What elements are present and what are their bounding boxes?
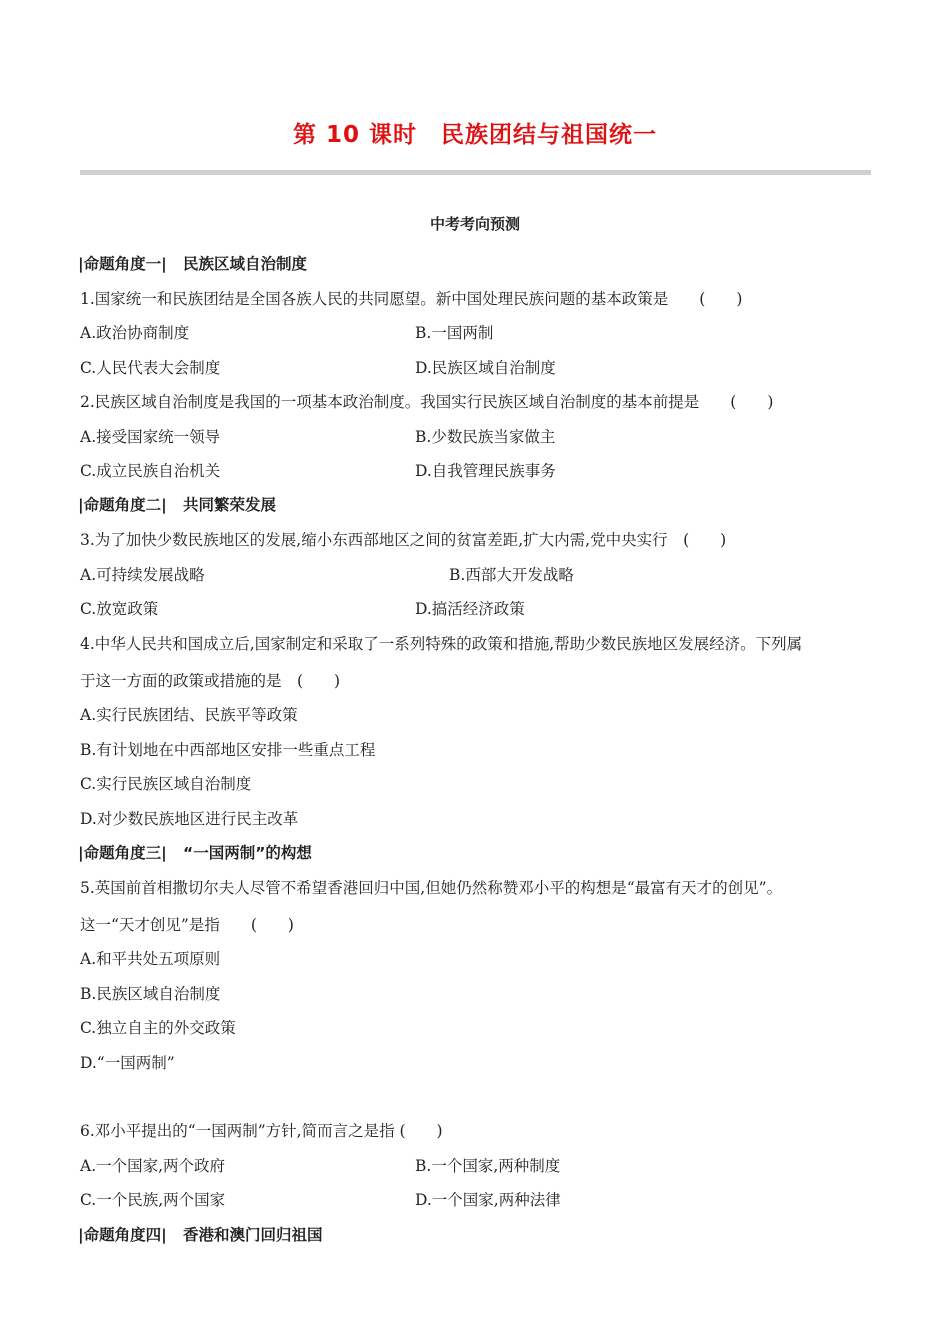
question-4-option-b: B.有计划地在中西部地区安排一些重点工程 (80, 741, 376, 759)
question-2-stem: 2.民族区域自治制度是我国的一项基本政治制度。我国实行民族区域自治制度的基本前提是 ( ) (80, 393, 774, 411)
question-3-option-b: B.西部大开发战略 (449, 566, 574, 584)
question-1-stem: 1.国家统一和民族团结是全国各族人民的共同愿望。新中国处理民族问题的基本政策是 ( ) (80, 290, 743, 308)
question-2-option-d: D.自我管理民族事务 (415, 462, 556, 480)
topic-name: “一国两制”的构想 (183, 844, 312, 862)
question-3-option-a: A.可持续发展战略 (80, 566, 205, 584)
topic-name: 共同繁荣发展 (183, 496, 277, 514)
question-1-option-d: D.民族区域自治制度 (415, 359, 556, 377)
question-5-option-d: D.“一国两制” (80, 1054, 175, 1072)
question-1-option-b: B.一国两制 (415, 324, 494, 342)
question-3-option-d: D.搞活经济政策 (415, 600, 525, 618)
question-6-option-d: D.一个国家,两种法律 (415, 1191, 561, 1209)
question-2-option-a: A.接受国家统一领导 (80, 428, 221, 446)
question-2-option-b: B.少数民族当家做主 (415, 428, 556, 446)
question-1-option-a: A.政治协商制度 (80, 324, 190, 342)
topic-name: 民族区域自治制度 (183, 255, 308, 273)
question-4-option-d: D.对少数民族地区进行民主改革 (80, 810, 299, 828)
topic-label: |命题角度一| (78, 255, 167, 273)
question-6-option-a: A.一个国家,两个政府 (80, 1157, 226, 1175)
page-title: 第 10 课时 民族团结与祖国统一 (292, 122, 658, 148)
question-4-stem-line1: 4.中华人民共和国成立后,国家制定和采取了一系列特殊的政策和措施,帮助少数民族地区发展经济。下列属 (80, 635, 803, 653)
question-5-option-b: B.民族区域自治制度 (80, 985, 221, 1003)
question-5-option-a: A.和平共处五项原则 (80, 950, 221, 968)
question-4-stem-line2: 于这一方面的政策或措施的是 ( ) (80, 672, 341, 690)
topic-header-2 (78, 493, 276, 515)
topic-header-1 (78, 252, 307, 274)
question-4-option-a: A.实行民族团结、民族平等政策 (80, 706, 298, 724)
topic-label: |命题角度四| (78, 1226, 167, 1244)
question-3-stem: 3.为了加快少数民族地区的发展,缩小东西部地区之间的贫富差距,扩大内需,党中央实行 ( ) (80, 531, 727, 549)
question-5-stem-line1: 5.英国前首相撒切尔夫人尽管不希望香港回归中国,但她仍然称赞邓小平的构想是“最富有天才的创见”。 (80, 879, 783, 897)
topic-header-4 (78, 1223, 323, 1245)
title-divider (80, 170, 871, 175)
question-6-option-c: C.一个民族,两个国家 (80, 1191, 226, 1209)
question-6-option-b: B.一个国家,两种制度 (415, 1157, 561, 1175)
topic-label: |命题角度二| (78, 496, 167, 514)
question-6-stem: 6.邓小平提出的“一国两制”方针,简而言之是指 ( ) (80, 1122, 443, 1140)
topic-label: |命题角度三| (78, 844, 167, 862)
section-heading: 中考考向预测 (429, 215, 520, 233)
question-3-option-c: C.放宽政策 (80, 600, 159, 618)
question-2-option-c: C.成立民族自治机关 (80, 462, 221, 480)
question-1-option-c: C.人民代表大会制度 (80, 359, 221, 377)
question-5-stem-line2: 这一“天才创见”是指 ( ) (80, 916, 294, 934)
topic-header-3 (78, 841, 312, 863)
topic-name: 香港和澳门回归祖国 (183, 1226, 323, 1244)
question-5-option-c: C.独立自主的外交政策 (80, 1019, 236, 1037)
question-4-option-c: C.实行民族区域自治制度 (80, 775, 252, 793)
